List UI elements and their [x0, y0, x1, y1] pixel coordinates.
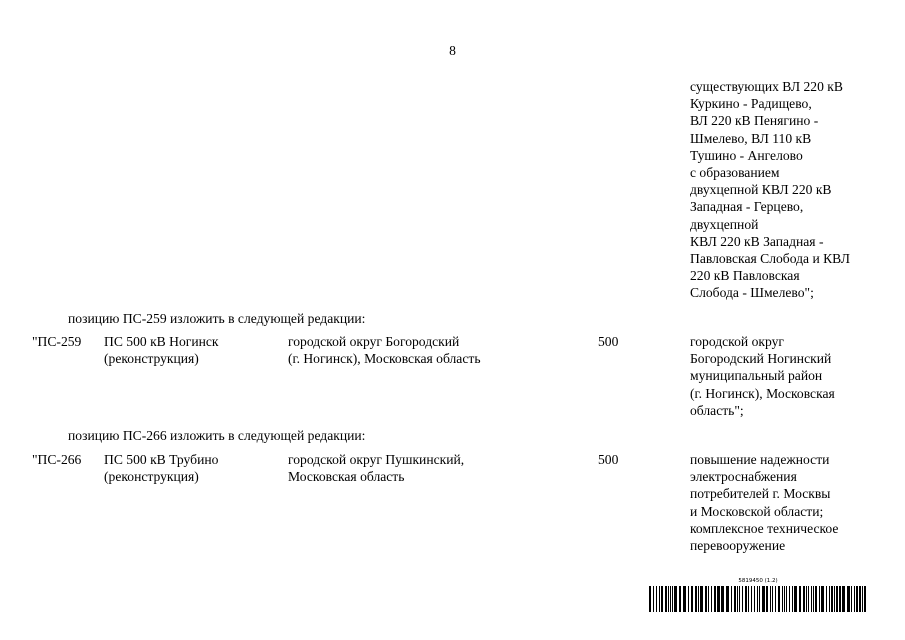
row-ps-266-location: городской округ Пушкинский, Московская область — [288, 452, 465, 485]
barcode-bars — [649, 586, 867, 612]
instruction-ps-259: позицию ПС-259 изложить в следующей редакции: — [68, 311, 366, 326]
instruction-ps-266: позицию ПС-266 изложить в следующей редакции: — [68, 428, 366, 443]
page-number: 8 — [449, 43, 456, 58]
row-ps-266-name: ПС 500 кВ Трубино (реконструкция) — [104, 452, 219, 485]
row-ps-266-note: повышение надежности электроснабжения потребителей г. Москвы и Московской области; комплексное техническое перевооружение — [690, 452, 839, 554]
continuation-note: существующих ВЛ 220 кВ Куркино - Радищево, ВЛ 220 кВ Пенягино - Шмелево, ВЛ 110 кВ Тушино - Ангелово с образованием двухцепной КВЛ 220 кВ Западная - Герцево, двухцепной КВЛ 220 кВ Западная - Павловская Слобода и КВЛ 220 кВ Павловская Слобода - Шмелево"; — [690, 79, 850, 301]
barcode — [649, 578, 867, 614]
row-ps-259-location: городской округ Богородский (г. Ногинск), Московская область — [288, 334, 481, 367]
row-ps-259-code: "ПС-259 — [32, 334, 82, 349]
row-ps-259-name: ПС 500 кВ Ногинск (реконструкция) — [104, 334, 219, 367]
row-ps-259-voltage: 500 — [598, 334, 619, 349]
row-ps-259-note: городской округ Богородский Ногинский муниципальный район (г. Ногинск), Московская область"; — [690, 334, 835, 418]
barcode-label: 5819450 (1.2) — [738, 578, 778, 584]
row-ps-266-code: "ПС-266 — [32, 452, 82, 467]
row-ps-266-voltage: 500 — [598, 452, 619, 467]
